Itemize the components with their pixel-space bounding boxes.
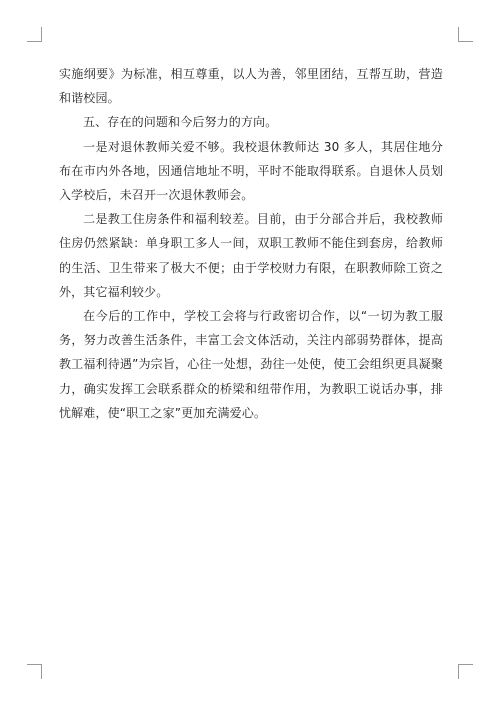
paragraph-continuation: 实施纲要》为标准，相互尊重，以人为善，邻里团结，互帮互助，营造和谐校园。 — [59, 67, 443, 106]
crop-mark-top-right — [458, 27, 473, 42]
crop-mark-bottom-right — [458, 664, 473, 679]
crop-mark-bottom-left — [27, 664, 42, 679]
crop-mark-top-left — [27, 27, 42, 42]
section-heading: 五、存在的问题和今后努力的方向。 — [83, 115, 278, 130]
document-body — [59, 62, 443, 425]
paragraph-retired-teachers: 一是对退休教师关爱不够。我校退休教师达 30 多人，其居住地分布在市内外各地，因通信地址不明，平时不能取得联系。自退休人员划入学校后，未召开一次退休教师会。 — [59, 139, 443, 203]
paragraph-future-work: 在今后的工作中，学校工会将与行政密切合作，以“一切为教工服务，努力改善生活条件，丰富工会文体活动，关注内部弱势群体，提高教工福利待遇”为宗旨，心往一处想，劲往一处使，使工会组织更具凝聚力，确实发挥工会联系群众的桥梁和纽带作用，为教职工说话办事，排忧解难，使“职工之家”更加充满爱心。 — [59, 309, 443, 420]
paragraph-housing-welfare: 二是教工住房条件和福利较差。目前，由于分部合并后，我校教师住房仍然紧缺：单身职工多人一间，双职工教师不能住到套房，给教师的生活、卫生带来了极大不便；由于学校财力有限，在职教师除工资之外，其它福利较少。 — [59, 212, 443, 299]
